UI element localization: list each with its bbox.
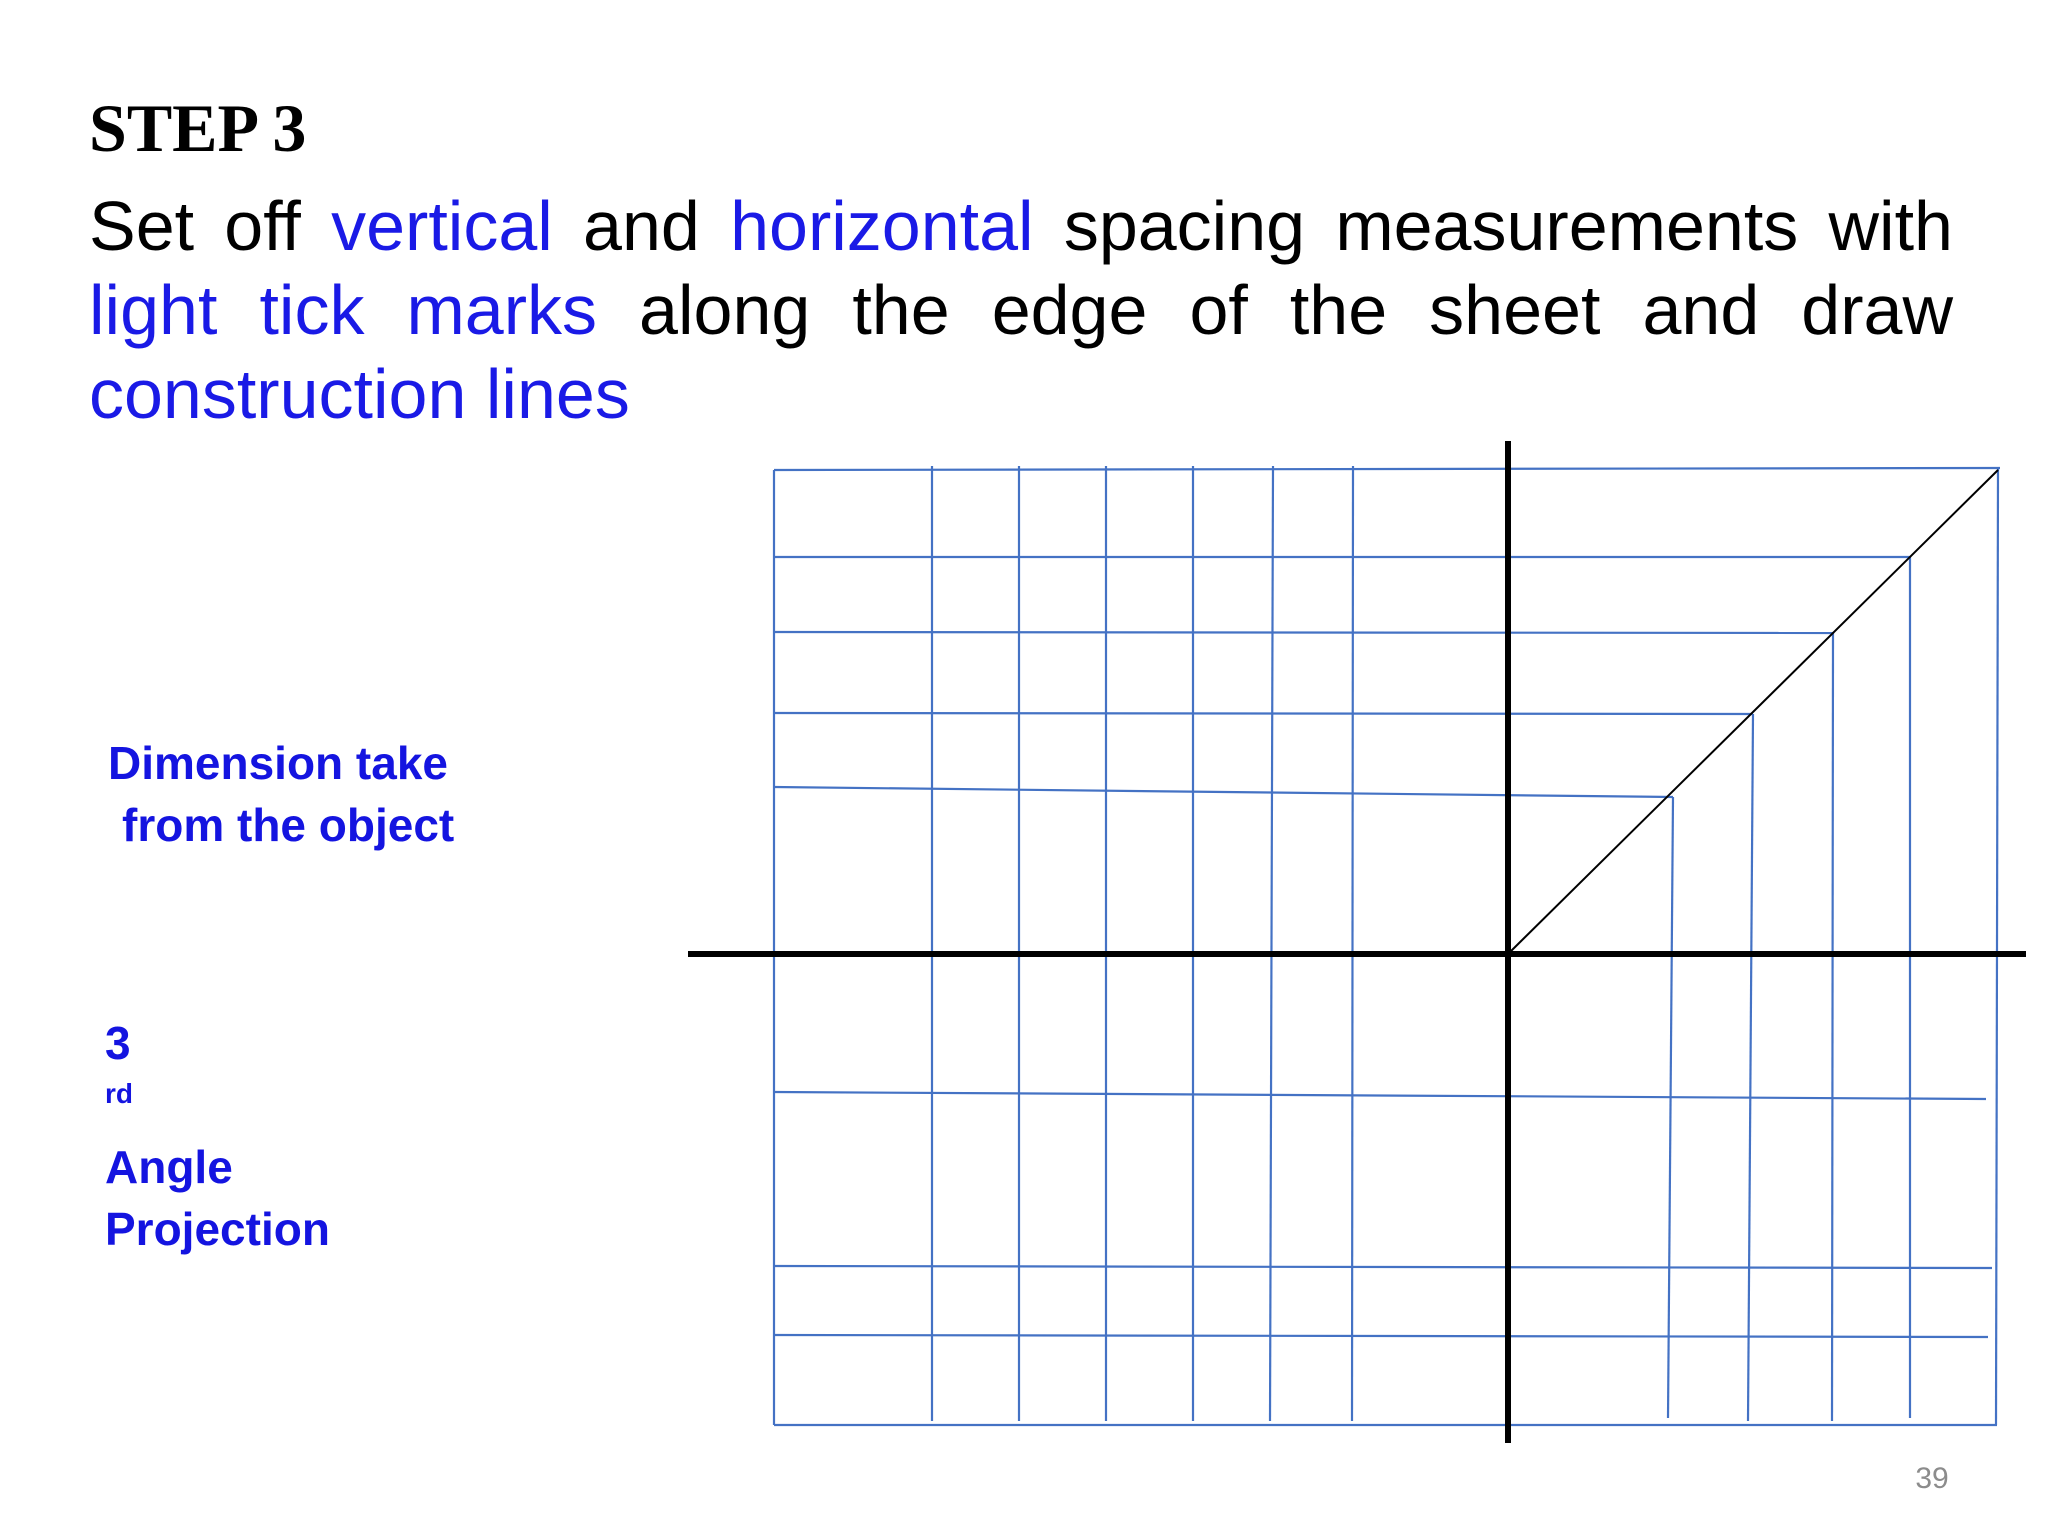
angle-word: Angle: [105, 1141, 233, 1193]
horizontal-construction-line: [774, 1335, 1988, 1337]
grid-border-right: [1996, 468, 1998, 1425]
miter-line-45-degree: [1508, 470, 1998, 954]
ordinal-number: 3: [105, 1017, 131, 1069]
instruction-part: and: [552, 187, 731, 265]
instruction-part: Set off: [89, 187, 332, 265]
keyword-construction-lines: construction lines: [89, 355, 630, 433]
reference-axes: [688, 441, 2026, 1443]
dimension-label-line2: from the object: [122, 799, 455, 851]
step-title: STEP 3: [89, 90, 307, 166]
vertical-construction-line: [1748, 714, 1753, 1421]
construction-grid: [774, 466, 2000, 1425]
horizontal-construction-line: [774, 787, 1673, 797]
keyword-horizontal: horizontal: [730, 187, 1034, 265]
ordinal-suffix: rd: [105, 1078, 133, 1109]
vertical-construction-line: [1270, 466, 1273, 1421]
keyword-light-tick-marks: light tick marks: [89, 271, 598, 349]
vertical-construction-line: [1352, 466, 1353, 1421]
instruction-part: along the edge of the sheet and draw: [597, 271, 1953, 349]
dimension-label-line1: Dimension take: [108, 737, 448, 789]
vertical-construction-line: [1668, 797, 1673, 1418]
keyword-vertical: vertical: [331, 187, 553, 265]
vertical-construction-line: [1832, 633, 1833, 1421]
projection-label-line2: Projection: [105, 1203, 330, 1255]
instruction-part: spacing measurements with: [1033, 187, 1953, 265]
page-number: 39: [1915, 1462, 1949, 1495]
grid-border-top: [774, 468, 2000, 470]
horizontal-construction-line: [774, 1266, 1992, 1268]
horizontal-construction-line: [774, 713, 1753, 714]
horizontal-construction-line: [774, 1092, 1986, 1099]
